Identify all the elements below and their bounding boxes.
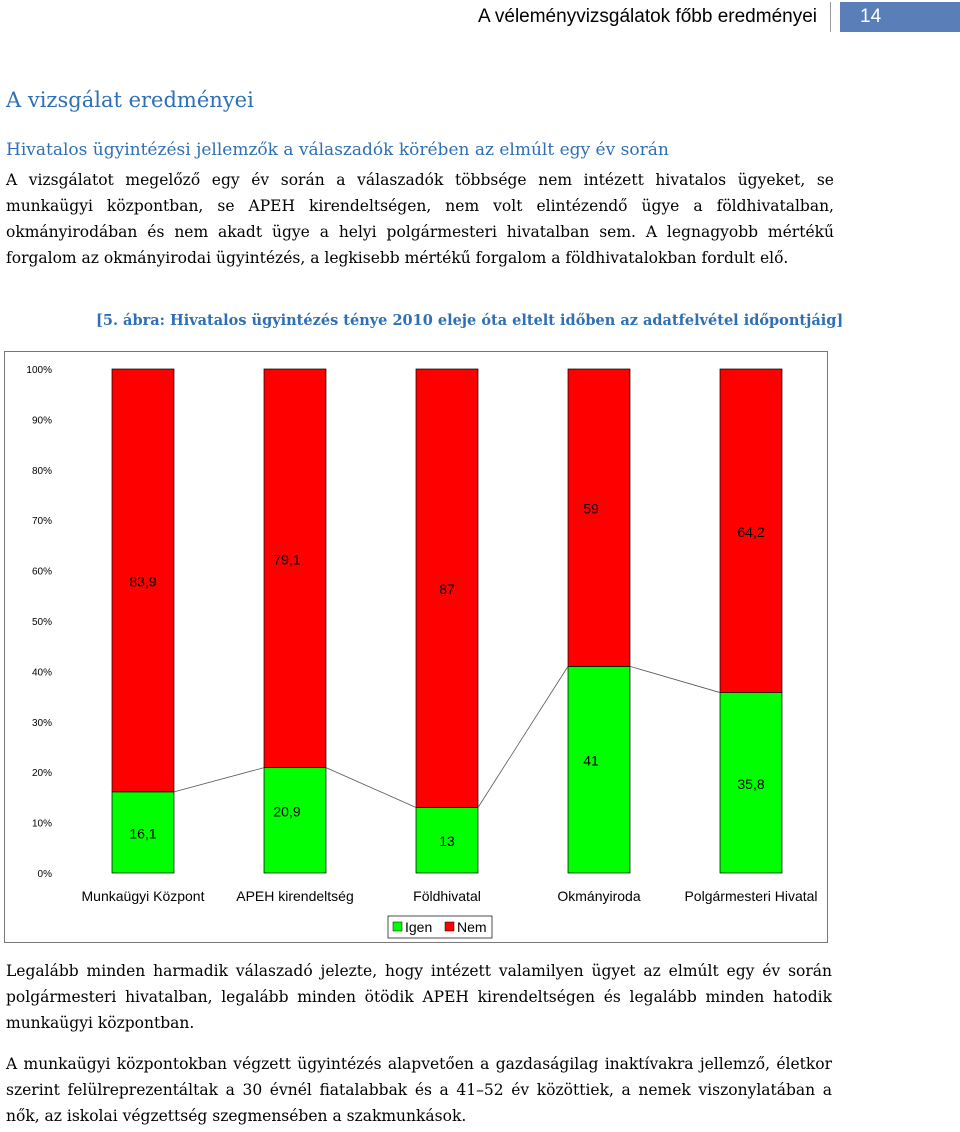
paragraph-summary: Legalább minden harmadik válaszadó jelezte, hogy intézett valamilyen ügyet az elmúlt egy év során polgármesteri hivatalban, legalább minden ötödik APEH kirendeltségen és legalább minden hatodik munkaügyi központban.	[6, 962, 832, 1032]
y-tick-label: 20%	[31, 768, 52, 780]
subsection-title: Hivatalos ügyintézési jellemzők a válaszadók körében az elmúlt egy év során	[6, 140, 669, 160]
paragraph-intro: A vizsgálatot megelőző egy év során a válaszadók többsége nem intézett hivatalos ügyeket, se munkaügyi központban, se APEH kirendeltségen, nem volt elintézendő ügye a földhivatalban, okmányirodában és nem akadt ügye a helyi polgármesteri hivatalban sem. A legnagyobb mértékű forgalom az okmányirodai ügyintézés, a legkisebb mértékű forgalom a földhivatalokban fordult elő.	[6, 171, 834, 267]
legend-swatch	[393, 922, 402, 931]
section-title: A vizsgálat eredményei	[6, 88, 254, 112]
chart-canvas	[5, 352, 827, 942]
y-tick-label: 70%	[31, 516, 52, 528]
legend-label: Nem	[457, 919, 487, 935]
category-label: Polgármesteri Hivatal	[684, 888, 818, 904]
data-label-igen: 13	[439, 833, 455, 850]
y-tick-label: 90%	[31, 415, 52, 427]
series-line	[478, 666, 568, 807]
stacked-bar-chart	[4, 351, 828, 943]
series-line	[630, 666, 720, 692]
y-tick-label: 40%	[31, 667, 52, 679]
series-line	[174, 768, 264, 792]
bar-nem	[264, 369, 326, 768]
figure-caption: [5. ábra: Hivatalos ügyintézés ténye 2010 eleje óta eltelt időben az adatfelvétel időpontjáig]	[96, 312, 844, 329]
bar-nem	[568, 369, 630, 666]
data-label-igen: 16,1	[129, 825, 157, 842]
page-header	[0, 0, 960, 34]
data-label-nem: 79,1	[273, 551, 301, 568]
category-label: APEH kirendeltség	[236, 888, 354, 904]
data-label-igen: 20,9	[273, 803, 301, 820]
header-divider	[830, 2, 831, 32]
data-label-nem: 87	[439, 581, 455, 598]
bar-igen	[568, 666, 630, 873]
data-label-igen: 41	[583, 752, 599, 769]
y-tick-label: 10%	[31, 818, 52, 830]
y-tick-label: 30%	[31, 717, 52, 729]
category-label: Okmányiroda	[557, 888, 641, 904]
data-label-nem: 59	[583, 500, 599, 517]
page-number: 14	[840, 2, 960, 32]
paragraph-demographics: A munkaügyi központokban végzett ügyintézés alapvetően a gazdaságilag inaktívakra jellemző, életkor szerint felülreprezentáltak a 30 évnél fiatalabbak és a 41–52 év közöttiek, a nemek viszonylatában a nők, az iskolai végzettség szegmensében a szakmunkások.	[6, 1055, 832, 1125]
data-label-nem: 83,9	[129, 573, 157, 590]
data-label-igen: 35,8	[737, 775, 765, 792]
legend-swatch	[445, 922, 454, 931]
legend-label: Igen	[405, 919, 433, 935]
y-tick-label: 0%	[37, 869, 52, 880]
y-tick-label: 50%	[31, 617, 52, 628]
category-label: Földhivatal	[413, 888, 481, 904]
y-tick-label: 100%	[26, 365, 52, 376]
y-tick-label: 80%	[31, 465, 52, 477]
series-line	[326, 768, 416, 808]
data-label-nem: 64,2	[737, 523, 765, 540]
bar-igen	[264, 768, 326, 873]
category-label: Munkaügyi Központ	[81, 888, 205, 904]
y-tick-label: 60%	[31, 566, 52, 578]
header-title: A véleményvizsgálatok főbb eredményei	[477, 6, 817, 27]
